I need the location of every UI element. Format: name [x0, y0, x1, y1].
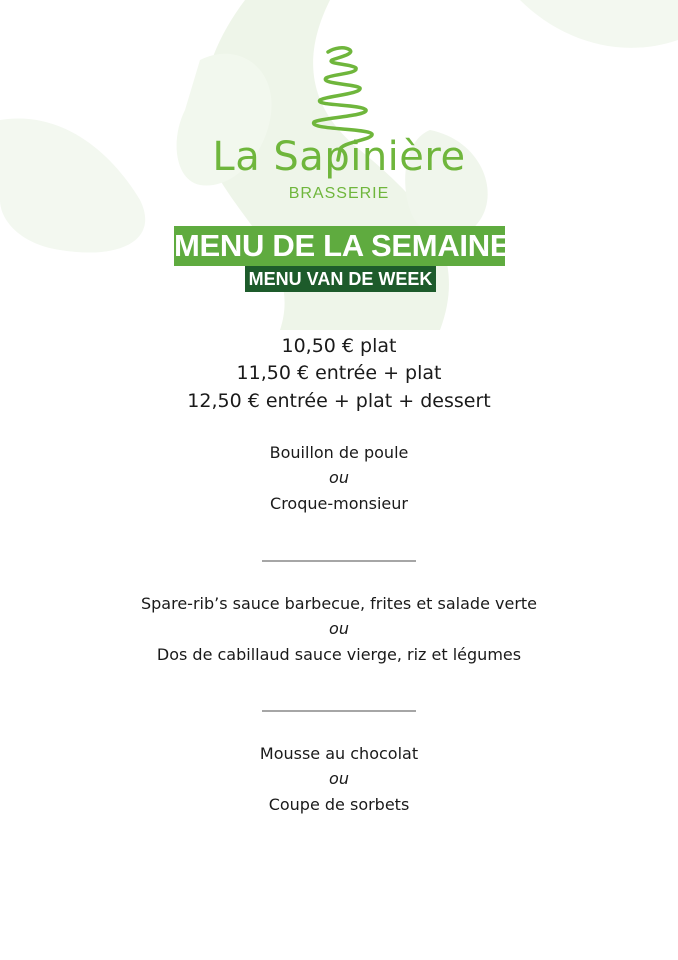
- menu-title-banner: MENU DE LA SEMAINE: [174, 226, 505, 266]
- brand-name: La Sapinière: [212, 134, 466, 180]
- brand-subtitle: BRASSERIE: [288, 185, 390, 202]
- dessert-option-2: Coupe de sorbets: [268, 795, 410, 814]
- dessert-or: ou: [329, 769, 349, 788]
- menu-subtitle-banner: MENU VAN DE WEEK: [245, 266, 436, 292]
- spiral-fir-tree-icon: [0, 0, 678, 215]
- starter-option-2: Croque-monsieur: [270, 494, 408, 513]
- price-plat: 10,50 € plat: [281, 335, 397, 357]
- main-option-2: Dos de cabillaud sauce vierge, riz et légumes: [156, 645, 522, 664]
- section-divider: [262, 710, 416, 712]
- dessert-option-1: Mousse au chocolat: [259, 744, 419, 763]
- main-or: ou: [329, 619, 349, 638]
- starter-option-1: Bouillon de poule: [269, 443, 409, 462]
- price-entree-plat: 11,50 € entrée + plat: [236, 362, 442, 384]
- starter-or: ou: [329, 468, 349, 487]
- price-entree-plat-dessert: 12,50 € entrée + plat + dessert: [187, 390, 491, 412]
- main-option-1: Spare-rib’s sauce barbecue, frites et salade verte: [140, 594, 538, 613]
- section-divider: [262, 560, 416, 562]
